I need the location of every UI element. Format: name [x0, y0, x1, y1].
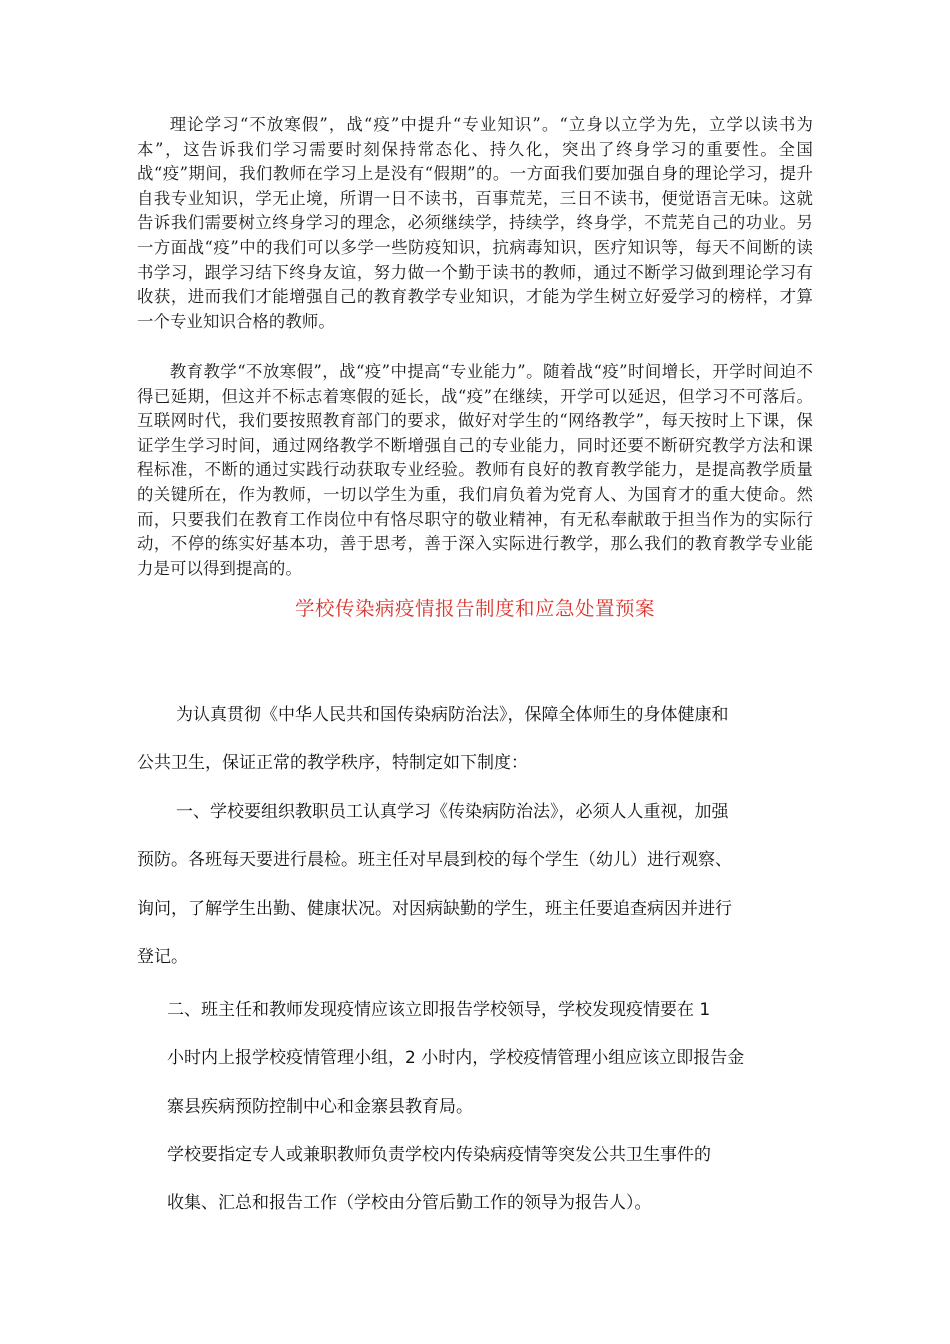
essay-paragraph-2	[137, 360, 813, 581]
body-line: 收集、汇总和报告工作（学校由分管后勤工作的领导为报告人）。	[167, 1193, 652, 1213]
body-line: 公共卫生，保证正常的教学秩序，特制定如下制度：	[137, 753, 528, 773]
body-line: 寨县疾病预防控制中心和金寨县教育局。	[167, 1097, 473, 1117]
body-line: 二、班主任和教师发现疫情应该立即报告学校领导，学校发现疫情要在 1	[167, 1000, 711, 1020]
body-line: 登记。	[137, 947, 188, 967]
body-line: 为认真贯彻《中华人民共和国传染病防治法》，保障全体师生的身体健康和	[176, 705, 729, 725]
paragraph-text: 教育教学“不放寒假”，战“疫”中提高“专业能力”。随着战“疫”时间增长，开学时间迫不得已延期，但这并不标志着寒假的延长，战“疫”在继续，开学可以延迟，但学习不可落后。互联网时代，我们要按照教育部门的要求，做好对学生的“网络教学”，每天按时上下课，保证学生学习时间，通过网络教学不断增强自己的专业能力，同时还要不断研究教学方法和课程标准，不断的通过实践行动获取专业经验。教师有良好的教育教学能力，是提高教学质量的关键所在，作为教师，一切以学生为重，我们肩负着为党育人、为国育才的重大使命。然而，只要我们在教育工作岗位中有恪尽职守的敬业精神，有无私奉献敢于担当作为的实际行动，不停的练实好基本功，善于思考，善于深入实际进行教学，那么我们的教育教学专业能力是可以得到提高的。	[137, 362, 813, 578]
body-line: 询问，了解学生出勤、健康状况。对因病缺勤的学生，班主任要追查病因并进行	[137, 899, 732, 919]
document-title: 学校传染病疫情报告制度和应急处置预案	[294, 597, 655, 620]
essay-paragraph-1	[137, 113, 813, 334]
paragraph-text: 理论学习“不放寒假”，战“疫”中提升“专业知识”。“立身以立学为先，立学以读书为本”，这告诉我们学习需要时刻保持常态化、持久化，突出了终身学习的重要性。全国战“疫”期间，我们教师在学习上是没有“假期”的。一方面我们要加强自身的理论学习，提升自我专业知识，学无止境，所谓一日不读书，百事荒芜，三日不读书，便觉语言无味。这就告诉我们需要树立终身学习的理念，必须继续学，持续学，终身学，不荒芜自己的功业。另一方面战“疫”中的我们可以多学一些防疫知识，抗病毒知识，医疗知识等，每天不间断的读书学习，跟学习结下终身友谊，努力做一个勤于读书的教师，通过不断学习做到理论学习有收获，进而我们才能增强自己的教育教学专业知识，才能为学生树立好爱学习的榜样，才算一个专业知识合格的教师。	[137, 115, 813, 331]
body-line: 一、学校要组织教职员工认真学习《传染病防治法》，必须人人重视，加强	[176, 802, 729, 822]
body-line: 学校要指定专人或兼职教师负责学校内传染病疫情等突发公共卫生事件的	[167, 1145, 711, 1165]
body-line: 小时内上报学校疫情管理小组，2 小时内，学校疫情管理小组应该立即报告金	[167, 1048, 745, 1068]
body-line: 预防。各班每天要进行晨检。班主任对早晨到校的每个学生（幼儿）进行观察、	[137, 850, 732, 870]
